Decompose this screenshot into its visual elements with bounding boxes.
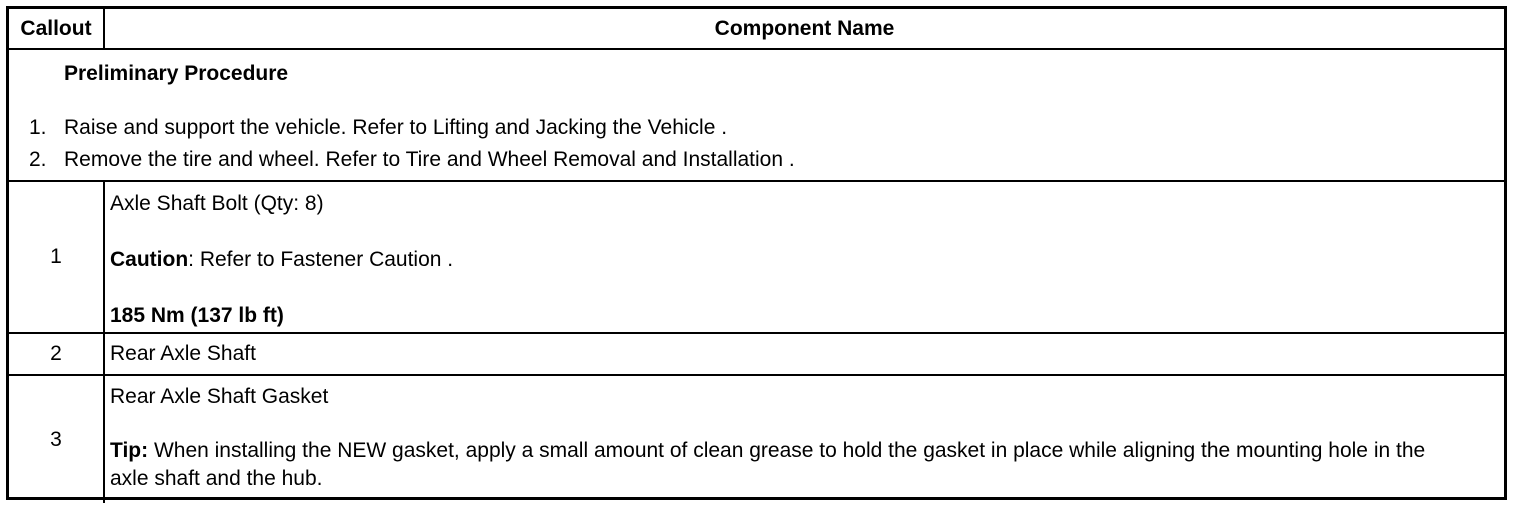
tip-text: When installing the NEW gasket, apply a small amount of clean grease to hold the gasket in place while aligning the mounting hole in the axle shaft and the hub. <box>110 439 1426 490</box>
torque-value: 185 Nm (137 lb ft) <box>110 304 284 327</box>
step-text: Remove the tire and wheel. Refer to Tire and Wheel Removal and Installation . <box>64 148 795 171</box>
component-table <box>6 6 1507 500</box>
tip-note <box>110 437 1444 493</box>
preliminary-procedure-row <box>9 48 1504 180</box>
preliminary-procedure-title: Preliminary Procedure <box>64 62 289 85</box>
component-name: Rear Axle Shaft <box>110 342 256 365</box>
table-row <box>9 332 1504 374</box>
step-number: 1. <box>29 116 47 139</box>
callout-number: 2 <box>9 334 105 374</box>
callout-number: 1 <box>9 182 105 332</box>
component-name: Axle Shaft Bolt (Qty: 8) <box>110 192 324 215</box>
caution-note <box>110 246 1444 274</box>
component-name: Rear Axle Shaft Gasket <box>110 385 329 408</box>
torque-spec <box>110 302 1444 330</box>
tip-label: Tip: <box>110 439 149 462</box>
procedure-step <box>29 148 795 172</box>
callout-column-header: Callout <box>9 9 105 48</box>
callout-number: 3 <box>9 376 105 503</box>
step-number: 2. <box>29 148 47 171</box>
table-row <box>9 374 1504 503</box>
table-row <box>9 180 1504 332</box>
component-cell <box>105 376 1504 503</box>
component-name-column-header: Component Name <box>714 16 895 40</box>
caution-text: : Refer to Fastener Caution . <box>188 248 454 271</box>
component-cell <box>105 182 1504 332</box>
step-text: Raise and support the vehicle. Refer to Lifting and Jacking the Vehicle . <box>64 116 728 139</box>
procedure-step <box>29 116 727 140</box>
caution-label: Caution <box>110 248 189 271</box>
component-cell <box>105 334 1504 374</box>
table-header-row <box>9 9 1504 48</box>
